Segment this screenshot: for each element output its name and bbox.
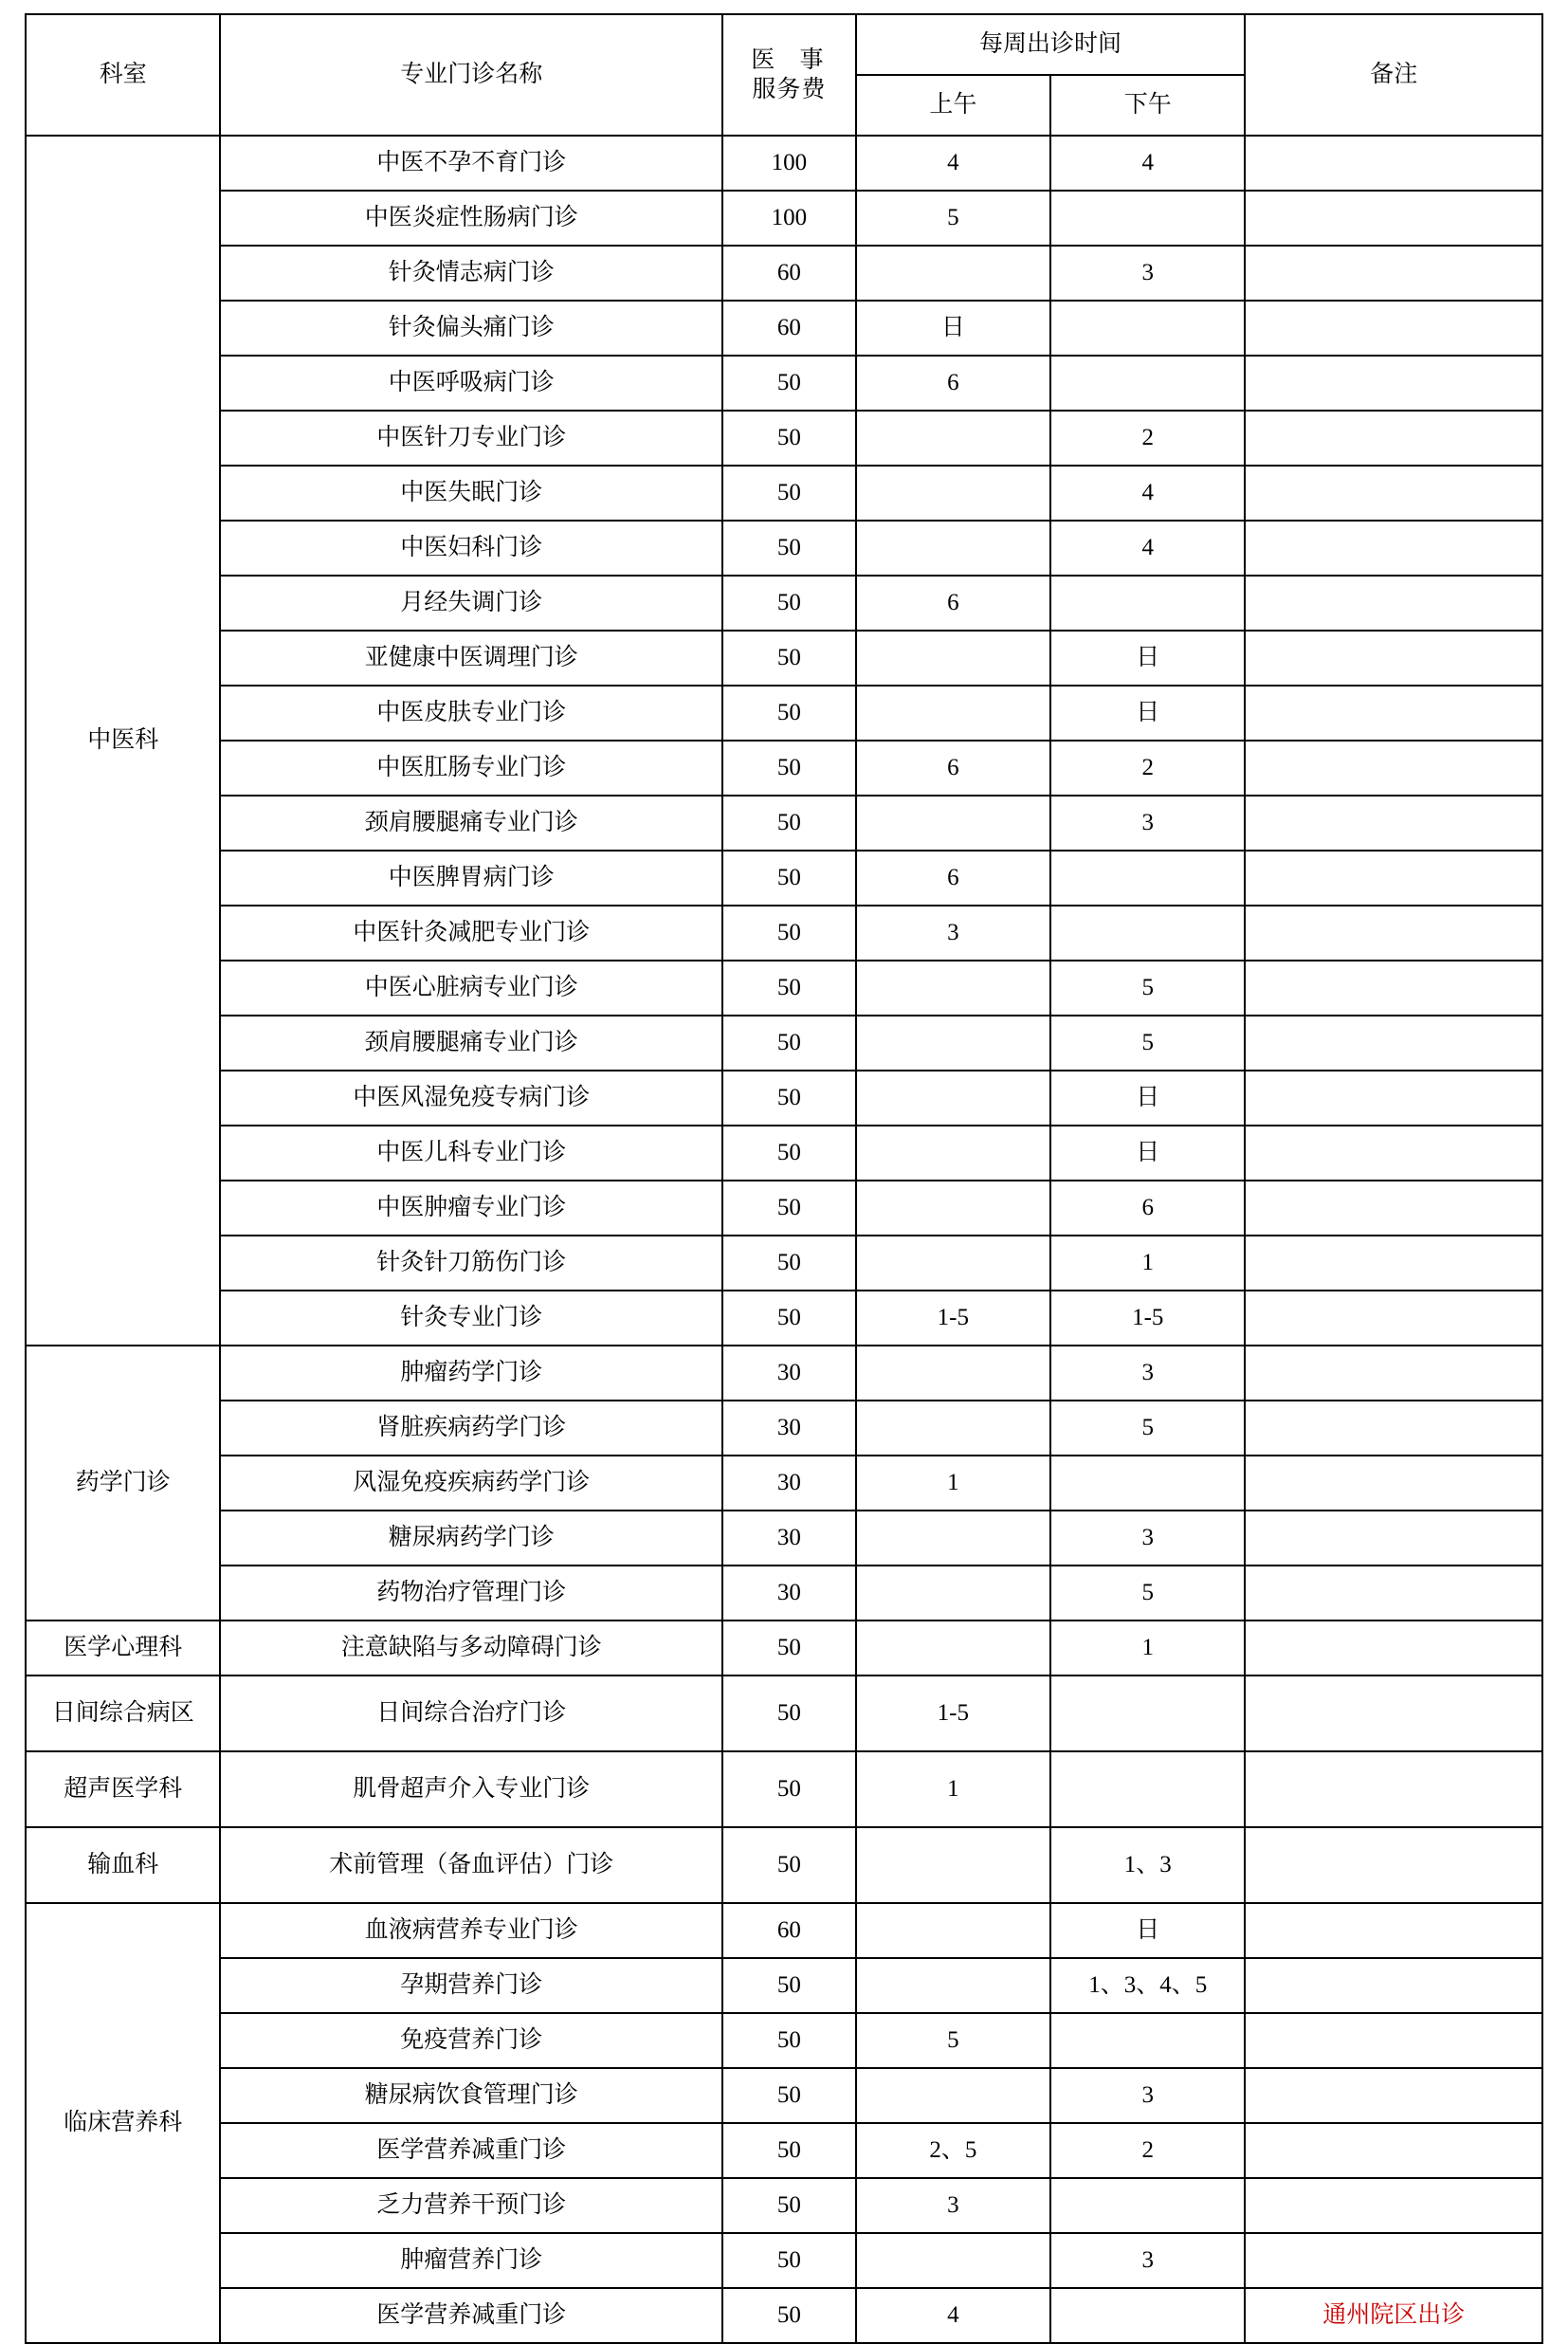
- morning-cell: [856, 686, 1050, 741]
- fee-cell: 50: [722, 796, 856, 851]
- remark-cell: [1245, 741, 1542, 796]
- clinic-name-cell: 注意缺陷与多动障碍门诊: [220, 1621, 722, 1676]
- remark-cell: [1245, 1827, 1542, 1903]
- table-row: [26, 136, 1542, 191]
- afternoon-cell: [1050, 2288, 1245, 2343]
- morning-cell: 6: [856, 851, 1050, 906]
- morning-cell: 1: [856, 1456, 1050, 1511]
- fee-cell: 100: [722, 191, 856, 246]
- department-cell: 医学心理科: [26, 1621, 220, 1676]
- table-row: [26, 1456, 1542, 1511]
- morning-cell: 1-5: [856, 1291, 1050, 1346]
- remark-cell: [1245, 1511, 1542, 1566]
- morning-cell: [856, 2233, 1050, 2288]
- fee-cell: 50: [722, 356, 856, 411]
- clinic-name-cell: 糖尿病饮食管理门诊: [220, 2068, 722, 2123]
- table-row: [26, 521, 1542, 576]
- fee-cell: 50: [722, 631, 856, 686]
- table-row: [26, 1291, 1542, 1346]
- clinic-name-cell: 免疫营养门诊: [220, 2013, 722, 2068]
- fee-cell: 50: [722, 1291, 856, 1346]
- remark-cell: [1245, 521, 1542, 576]
- fee-cell: 50: [722, 906, 856, 961]
- morning-cell: [856, 1958, 1050, 2013]
- table-row: [26, 1676, 1542, 1751]
- fee-cell: 50: [722, 686, 856, 741]
- table-row: [26, 246, 1542, 301]
- clinic-name-cell: 针灸专业门诊: [220, 1291, 722, 1346]
- clinic-name-cell: 中医脾胃病门诊: [220, 851, 722, 906]
- remark-cell: [1245, 1401, 1542, 1456]
- remark-cell: [1245, 356, 1542, 411]
- header-row-1: [26, 14, 1542, 75]
- morning-cell: 日: [856, 301, 1050, 356]
- afternoon-cell: [1050, 851, 1245, 906]
- afternoon-cell: 1、3: [1050, 1827, 1245, 1903]
- fee-cell: 50: [722, 1958, 856, 2013]
- remark-cell: [1245, 1126, 1542, 1181]
- afternoon-cell: [1050, 2178, 1245, 2233]
- clinic-name-cell: 肾脏疾病药学门诊: [220, 1401, 722, 1456]
- afternoon-cell: 3: [1050, 246, 1245, 301]
- remark-cell: [1245, 1236, 1542, 1291]
- table-header: [26, 14, 1542, 136]
- column-header-department: 科室: [26, 14, 220, 136]
- table-row: [26, 631, 1542, 686]
- morning-cell: [856, 1401, 1050, 1456]
- fee-cell: 50: [722, 851, 856, 906]
- afternoon-cell: 日: [1050, 686, 1245, 741]
- column-header-weekly-time: 每周出诊时间: [856, 14, 1246, 75]
- morning-cell: 6: [856, 576, 1050, 631]
- fee-cell: 50: [722, 2288, 856, 2343]
- table-row: [26, 356, 1542, 411]
- fee-cell: 50: [722, 466, 856, 521]
- remark-cell: [1245, 631, 1542, 686]
- fee-cell: 50: [722, 961, 856, 1016]
- clinic-name-cell: 中医风湿免疫专病门诊: [220, 1071, 722, 1126]
- afternoon-cell: [1050, 356, 1245, 411]
- remark-cell: [1245, 1903, 1542, 1958]
- afternoon-cell: 3: [1050, 1346, 1245, 1401]
- morning-cell: 4: [856, 136, 1050, 191]
- clinic-name-cell: 中医失眠门诊: [220, 466, 722, 521]
- afternoon-cell: 5: [1050, 1401, 1245, 1456]
- afternoon-cell: 3: [1050, 796, 1245, 851]
- table-row: [26, 1511, 1542, 1566]
- remark-cell: [1245, 1346, 1542, 1401]
- department-cell: 超声医学科: [26, 1751, 220, 1827]
- clinic-name-cell: 医学营养减重门诊: [220, 2288, 722, 2343]
- morning-cell: [856, 521, 1050, 576]
- remark-cell: [1245, 1016, 1542, 1071]
- remark-cell: [1245, 961, 1542, 1016]
- afternoon-cell: 4: [1050, 521, 1245, 576]
- remark-cell: [1245, 1676, 1542, 1751]
- remark-cell: [1245, 191, 1542, 246]
- afternoon-cell: 2: [1050, 741, 1245, 796]
- remark-cell: 通州院区出诊: [1245, 2288, 1542, 2343]
- morning-cell: [856, 1511, 1050, 1566]
- table-row: [26, 1621, 1542, 1676]
- clinic-name-cell: 中医儿科专业门诊: [220, 1126, 722, 1181]
- afternoon-cell: [1050, 1676, 1245, 1751]
- column-header-remark: 备注: [1245, 14, 1542, 136]
- clinic-name-cell: 中医皮肤专业门诊: [220, 686, 722, 741]
- remark-cell: [1245, 1181, 1542, 1236]
- afternoon-cell: [1050, 1456, 1245, 1511]
- afternoon-cell: 日: [1050, 631, 1245, 686]
- fee-cell: 30: [722, 1566, 856, 1621]
- fee-cell: 50: [722, 1236, 856, 1291]
- clinic-name-cell: 颈肩腰腿痛专业门诊: [220, 1016, 722, 1071]
- morning-cell: [856, 246, 1050, 301]
- department-cell: 输血科: [26, 1827, 220, 1903]
- fee-cell: 50: [722, 1676, 856, 1751]
- morning-cell: [856, 1621, 1050, 1676]
- fee-cell: 50: [722, 2013, 856, 2068]
- column-header-morning: 上午: [856, 75, 1050, 136]
- clinic-name-cell: 术前管理（备血评估）门诊: [220, 1827, 722, 1903]
- clinic-name-cell: 中医呼吸病门诊: [220, 356, 722, 411]
- remark-cell: [1245, 1291, 1542, 1346]
- clinic-name-cell: 肿瘤药学门诊: [220, 1346, 722, 1401]
- table-row: [26, 1236, 1542, 1291]
- fee-cell: 50: [722, 411, 856, 466]
- fee-cell: 60: [722, 301, 856, 356]
- remark-cell: [1245, 796, 1542, 851]
- remark-cell: [1245, 301, 1542, 356]
- column-header-afternoon: 下午: [1050, 75, 1245, 136]
- morning-cell: [856, 961, 1050, 1016]
- clinic-name-cell: 孕期营养门诊: [220, 1958, 722, 2013]
- afternoon-cell: 3: [1050, 2233, 1245, 2288]
- table-row: [26, 2068, 1542, 2123]
- morning-cell: [856, 1566, 1050, 1621]
- remark-cell: [1245, 2178, 1542, 2233]
- afternoon-cell: 2: [1050, 2123, 1245, 2178]
- morning-cell: 4: [856, 2288, 1050, 2343]
- clinic-name-cell: 针灸针刀筋伤门诊: [220, 1236, 722, 1291]
- fee-cell: 50: [722, 2123, 856, 2178]
- afternoon-cell: 日: [1050, 1071, 1245, 1126]
- department-cell: 日间综合病区: [26, 1676, 220, 1751]
- table-row: [26, 1751, 1542, 1827]
- afternoon-cell: 4: [1050, 136, 1245, 191]
- clinic-name-cell: 中医炎症性肠病门诊: [220, 191, 722, 246]
- afternoon-cell: 6: [1050, 1181, 1245, 1236]
- morning-cell: [856, 1236, 1050, 1291]
- fee-cell: 50: [722, 1071, 856, 1126]
- department-cell: 中医科: [26, 136, 220, 1346]
- afternoon-cell: 1、3、4、5: [1050, 1958, 1245, 2013]
- afternoon-cell: 日: [1050, 1126, 1245, 1181]
- afternoon-cell: 1: [1050, 1621, 1245, 1676]
- fee-cell: 50: [722, 1181, 856, 1236]
- fee-header-line1: 医 事: [751, 46, 833, 73]
- table-row: [26, 411, 1542, 466]
- clinic-name-cell: 中医肛肠专业门诊: [220, 741, 722, 796]
- clinic-name-cell: 血液病营养专业门诊: [220, 1903, 722, 1958]
- afternoon-cell: [1050, 906, 1245, 961]
- fee-cell: 60: [722, 246, 856, 301]
- clinic-name-cell: 中医针灸减肥专业门诊: [220, 906, 722, 961]
- afternoon-cell: 4: [1050, 466, 1245, 521]
- clinic-name-cell: 中医针刀专业门诊: [220, 411, 722, 466]
- morning-cell: [856, 466, 1050, 521]
- table-row: [26, 741, 1542, 796]
- remark-cell: [1245, 906, 1542, 961]
- fee-cell: 50: [722, 576, 856, 631]
- afternoon-cell: [1050, 2013, 1245, 2068]
- table-row: [26, 2178, 1542, 2233]
- table-row: [26, 1071, 1542, 1126]
- morning-cell: [856, 1126, 1050, 1181]
- clinic-name-cell: 针灸情志病门诊: [220, 246, 722, 301]
- remark-cell: [1245, 246, 1542, 301]
- remark-cell: [1245, 1751, 1542, 1827]
- morning-cell: 3: [856, 2178, 1050, 2233]
- fee-cell: 30: [722, 1456, 856, 1511]
- fee-cell: 50: [722, 741, 856, 796]
- clinic-name-cell: 肌骨超声介入专业门诊: [220, 1751, 722, 1827]
- fee-cell: 30: [722, 1346, 856, 1401]
- morning-cell: [856, 1071, 1050, 1126]
- table-row: [26, 851, 1542, 906]
- remark-cell: [1245, 136, 1542, 191]
- clinic-name-cell: 月经失调门诊: [220, 576, 722, 631]
- table-row: [26, 1181, 1542, 1236]
- afternoon-cell: [1050, 1751, 1245, 1827]
- outpatient-schedule-table: [25, 13, 1543, 2344]
- remark-cell: [1245, 1456, 1542, 1511]
- afternoon-cell: 3: [1050, 2068, 1245, 2123]
- clinic-name-cell: 中医不孕不育门诊: [220, 136, 722, 191]
- remark-cell: [1245, 1566, 1542, 1621]
- table-row: [26, 2013, 1542, 2068]
- table-row: [26, 1126, 1542, 1181]
- remark-cell: [1245, 2123, 1542, 2178]
- afternoon-cell: 1-5: [1050, 1291, 1245, 1346]
- remark-cell: [1245, 1071, 1542, 1126]
- fee-cell: 50: [722, 1827, 856, 1903]
- clinic-name-cell: 中医妇科门诊: [220, 521, 722, 576]
- morning-cell: 3: [856, 906, 1050, 961]
- morning-cell: 1: [856, 1751, 1050, 1827]
- fee-cell: 50: [722, 2233, 856, 2288]
- table-row: [26, 1903, 1542, 1958]
- remark-cell: [1245, 411, 1542, 466]
- table-row: [26, 796, 1542, 851]
- table-row: [26, 301, 1542, 356]
- remark-cell: [1245, 1958, 1542, 2013]
- department-cell: 药学门诊: [26, 1346, 220, 1621]
- table-row: [26, 1958, 1542, 2013]
- morning-cell: [856, 1346, 1050, 1401]
- fee-cell: 50: [722, 1621, 856, 1676]
- morning-cell: [856, 2068, 1050, 2123]
- clinic-name-cell: 亚健康中医调理门诊: [220, 631, 722, 686]
- table-row: [26, 466, 1542, 521]
- morning-cell: 5: [856, 2013, 1050, 2068]
- remark-cell: [1245, 1621, 1542, 1676]
- fee-cell: 50: [722, 1016, 856, 1071]
- clinic-name-cell: 中医肿瘤专业门诊: [220, 1181, 722, 1236]
- afternoon-cell: [1050, 301, 1245, 356]
- clinic-name-cell: 颈肩腰腿痛专业门诊: [220, 796, 722, 851]
- morning-cell: [856, 1181, 1050, 1236]
- clinic-name-cell: 日间综合治疗门诊: [220, 1676, 722, 1751]
- table-row: [26, 1401, 1542, 1456]
- afternoon-cell: 2: [1050, 411, 1245, 466]
- afternoon-cell: 日: [1050, 1903, 1245, 1958]
- morning-cell: [856, 631, 1050, 686]
- fee-cell: 50: [722, 521, 856, 576]
- column-header-fee: [722, 14, 856, 136]
- afternoon-cell: [1050, 576, 1245, 631]
- remark-cell: [1245, 576, 1542, 631]
- fee-cell: 50: [722, 2178, 856, 2233]
- morning-cell: [856, 1016, 1050, 1071]
- table-body: [26, 136, 1542, 2343]
- morning-cell: 2、5: [856, 2123, 1050, 2178]
- table-row: [26, 961, 1542, 1016]
- table-row: [26, 2288, 1542, 2343]
- remark-cell: [1245, 686, 1542, 741]
- morning-cell: [856, 1827, 1050, 1903]
- afternoon-cell: 5: [1050, 961, 1245, 1016]
- morning-cell: 5: [856, 191, 1050, 246]
- fee-cell: 100: [722, 136, 856, 191]
- table-row: [26, 191, 1542, 246]
- table-row: [26, 1016, 1542, 1071]
- clinic-name-cell: 糖尿病药学门诊: [220, 1511, 722, 1566]
- department-cell: 临床营养科: [26, 1903, 220, 2343]
- morning-cell: [856, 1903, 1050, 1958]
- table-row: [26, 2233, 1542, 2288]
- fee-cell: 50: [722, 1751, 856, 1827]
- fee-cell: 30: [722, 1511, 856, 1566]
- clinic-name-cell: 针灸偏头痛门诊: [220, 301, 722, 356]
- table-row: [26, 906, 1542, 961]
- fee-header-line2: 服务费: [752, 77, 827, 102]
- fee-cell: 30: [722, 1401, 856, 1456]
- morning-cell: [856, 796, 1050, 851]
- clinic-name-cell: 风湿免疫疾病药学门诊: [220, 1456, 722, 1511]
- table-row: [26, 576, 1542, 631]
- table-row: [26, 686, 1542, 741]
- column-header-clinic-name: 专业门诊名称: [220, 14, 722, 136]
- remark-cell: [1245, 2233, 1542, 2288]
- remark-cell: [1245, 2013, 1542, 2068]
- morning-cell: [856, 411, 1050, 466]
- afternoon-cell: [1050, 191, 1245, 246]
- fee-cell: 50: [722, 2068, 856, 2123]
- clinic-name-cell: 药物治疗管理门诊: [220, 1566, 722, 1621]
- remark-cell: [1245, 466, 1542, 521]
- afternoon-cell: 5: [1050, 1016, 1245, 1071]
- clinic-name-cell: 中医心脏病专业门诊: [220, 961, 722, 1016]
- remark-cell: [1245, 2068, 1542, 2123]
- table-row: [26, 2123, 1542, 2178]
- clinic-name-cell: 肿瘤营养门诊: [220, 2233, 722, 2288]
- fee-cell: 50: [722, 1126, 856, 1181]
- morning-cell: 6: [856, 356, 1050, 411]
- clinic-name-cell: 医学营养减重门诊: [220, 2123, 722, 2178]
- morning-cell: 6: [856, 741, 1050, 796]
- table-row: [26, 1346, 1542, 1401]
- afternoon-cell: 1: [1050, 1236, 1245, 1291]
- clinic-name-cell: 乏力营养干预门诊: [220, 2178, 722, 2233]
- afternoon-cell: 3: [1050, 1511, 1245, 1566]
- remark-cell: [1245, 851, 1542, 906]
- table-row: [26, 1566, 1542, 1621]
- afternoon-cell: 5: [1050, 1566, 1245, 1621]
- table-row: [26, 1827, 1542, 1903]
- morning-cell: 1-5: [856, 1676, 1050, 1751]
- fee-cell: 60: [722, 1903, 856, 1958]
